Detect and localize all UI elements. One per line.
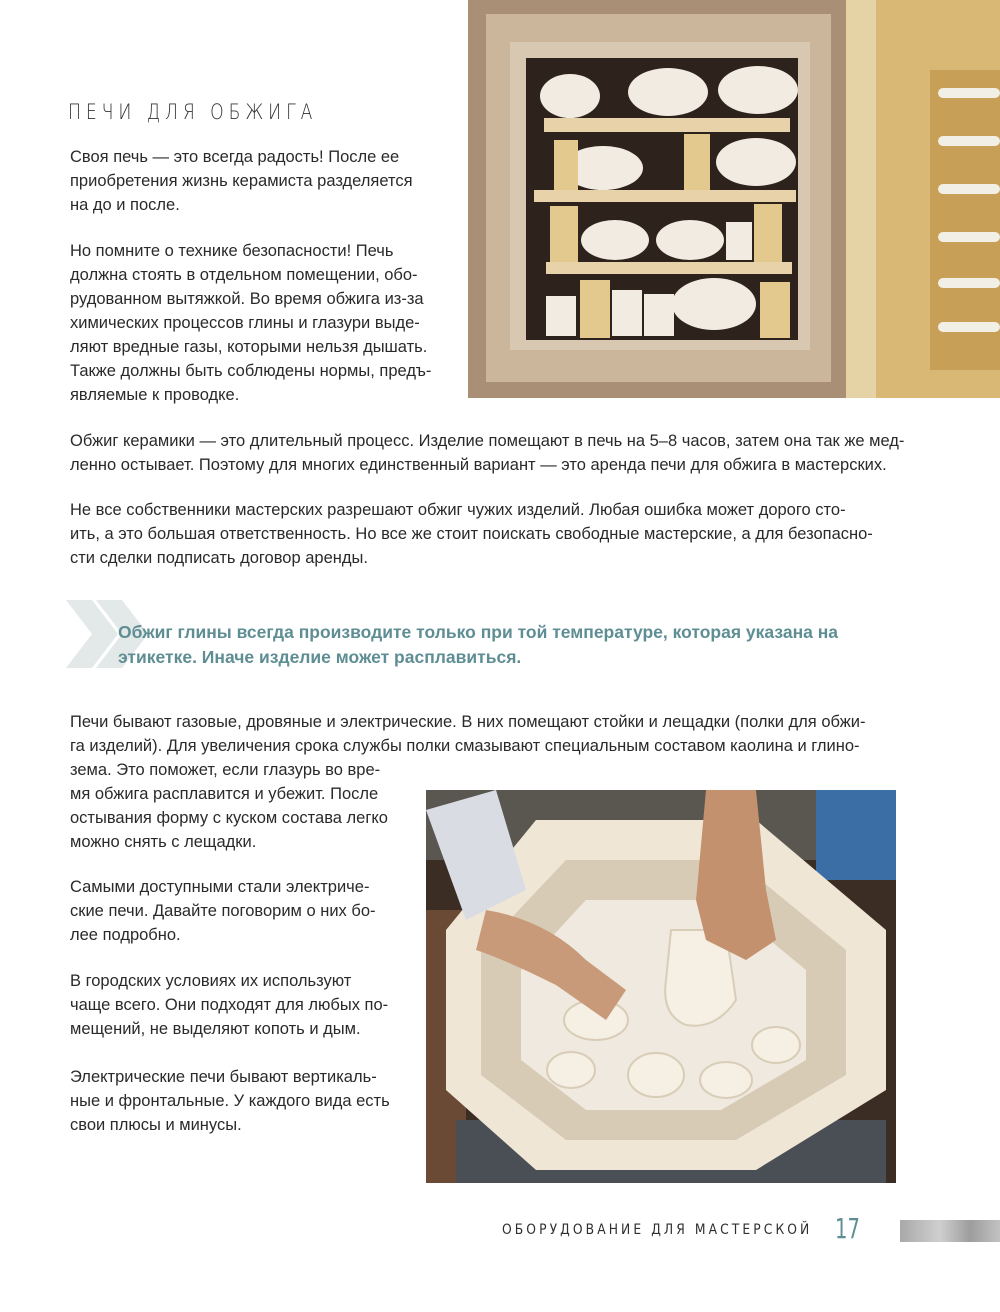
page-number: 17: [835, 1212, 860, 1245]
footer-decorative-bar: [900, 1220, 1000, 1242]
body-paragraph-workshops: Не все собственники мастерских разрешают обжиг чужих изделий. Любая ошибка может дорого сто- ить, а это большая ответственность. Но все же стоит поискать свободные мастерские, а для безопасно- сти сделки подписать договор аренды.: [70, 501, 873, 567]
intro-paragraph-1: Своя печь — это всегда радость! После ее приобретения жизнь керамиста разделяется на до и после.: [70, 148, 413, 214]
body-paragraph-kiln-types: Печи бывают газовые, дровяные и электрические. В них помещают стойки и лещадки (полки для обжи- га изделий). Для увеличения срока службы полки смазывают специальным составом каолина и глино- зема. Это поможет, если глазурь во вре- мя обжига расплавится и убежит. После остывания форму с куском состава легко можно снять с лещадки.: [70, 713, 866, 851]
pull-quote: Обжиг глины всегда производите только при той температуре, которая указана на этикетке. Иначе изделие может расплавиться.: [118, 622, 839, 667]
body-paragraph-firing: Обжиг керамики — это длительный процесс. Изделие помещают в печь на 5–8 часов, затем она так же мед- ленно остывает. Поэтому для многих единственный вариант — это аренда печи для обжига в мастерских.: [70, 432, 905, 474]
side-paragraph-types: Электрические печи бывают вертикаль- ные и фронтальные. У каждого вида есть свои плюсы и минусы.: [70, 1068, 390, 1134]
footer-chapter-title: ОБОРУДОВАНИЕ ДЛЯ МАСТЕРСКОЙ: [502, 1222, 813, 1238]
open-kiln-photo: [426, 790, 896, 1183]
kiln-shelves-photo: [468, 0, 1000, 398]
section-title: ПЕЧИ ДЛЯ ОБЖИГА: [68, 100, 318, 124]
intro-paragraph-2: Но помните о технике безопасности! Печь должна стоять в отдельном помещении, обо- рудованном вытяжкой. Во время обжига из-за химических процессов глины и глазури выде- ляют вредные газы, которыми нельзя дышать. Также должны быть соблюдены нормы, предъ- являемые к проводке.: [70, 242, 432, 404]
side-paragraph-electric: Самыми доступными стали электриче- ские печи. Давайте поговорим о них бо- лее подробно.: [70, 878, 376, 944]
side-paragraph-city: В городских условиях их используют чаще всего. Они подходят для любых по- мещений, не выделяют копоть и дым.: [70, 972, 389, 1038]
